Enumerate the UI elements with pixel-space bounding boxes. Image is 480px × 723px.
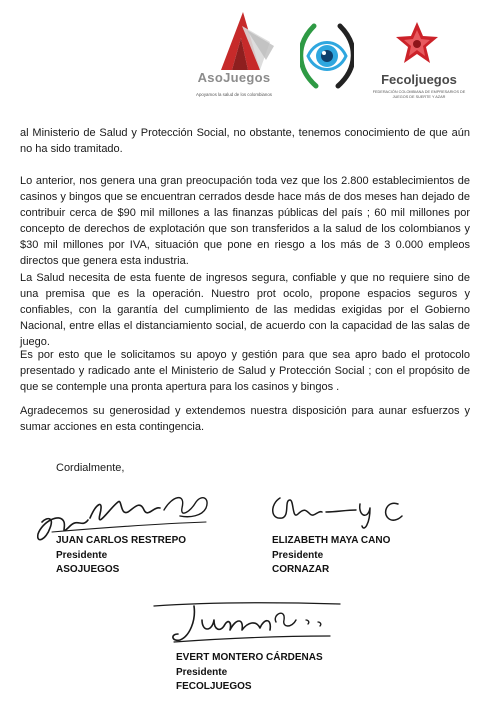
fecoljuegos-emblem [394, 20, 440, 71]
paragraph-request: Es por esto que le solicitamos su apoyo y gestión para que sea apro bado el protocolo presentado y radicado ante el Ministerio de Salud y Protección Social ; con el propósito de que se contemple una pronta apertura para los casinos y bingos . [20, 349, 470, 393]
star-burst-icon [394, 20, 440, 66]
signatory-organization: ASOJUEGOS [56, 564, 120, 575]
signatory-organization: CORNAZAR [272, 564, 330, 575]
signatory-name: EVERT MONTERO CÁRDENAS [176, 652, 323, 663]
asojuegos-logo [186, 8, 284, 104]
fecoljuegos-wordmark: Fecoljuegos [381, 72, 457, 87]
signatory-organization: FECOLJUEGOS [176, 681, 252, 692]
signatory-title: Presidente [56, 549, 108, 561]
asojuegos-emblem-icon [186, 8, 284, 72]
cornazar-eye-logo [300, 16, 354, 97]
asojuegos-wordmark: AsoJuegos [197, 70, 271, 85]
signatory-block-asojuegos [56, 534, 186, 578]
signature-elizabeth-maya-cano [264, 490, 414, 536]
signatory-title: Presidente [176, 666, 228, 678]
paragraph-concern: Lo anterior, nos genera una gran preocupación toda vez que los 2.800 establecimientos de casinos y bingos que se encuentran cerrados desde hace más de dos meses han dejado de contribuir cerca de $90 mil millones a las finanzas públicas del país ; 60 mil millones por concepto de derechos de explotación que son transferidos a la salud de los colombianos y $30 mil millones por IVA, situación que pone en riesgo a los más de 3 0.000 empleos directos que genera esta industria. [20, 175, 470, 267]
closing-salutation: Cordialmente, [56, 462, 125, 474]
eye-icon [300, 16, 354, 92]
signature-evert-montero-cardenas [150, 596, 350, 652]
asojuegos-tagline: Apoyamos la salud de los colombianos [196, 92, 272, 97]
signatory-name: JUAN CARLOS RESTREPO [56, 535, 187, 546]
signatory-title: Presidente [272, 549, 324, 561]
paragraph-health-funding: La Salud necesita de esta fuente de ingresos segura, confiable y que no requiere sino de una premisa que es la operación. Nuestro prot ocolo, propone espacios seguros y confiables, con la garantía del cumplimiento de las medidas exigidas por el Gobierno Nacional, entre ellas el distanciamiento social, de acuerdo con la capacidad de las salas de juego. [20, 272, 470, 348]
signatory-name: ELIZABETH MAYA CANO [272, 535, 391, 546]
fecoljuegos-tagline: FEDERACIÓN COLOMBIANA DE EMPRESARIOS DE JUEGOS DE SUERTE Y AZAR [372, 90, 466, 99]
signatory-block-fecoljuegos [176, 651, 323, 695]
signatory-block-cornazar [272, 534, 390, 578]
paragraph-continuation: al Ministerio de Salud y Protección Social, no obstante, tenemos conocimiento de que aún no ha sido tramitado. [20, 127, 470, 155]
paragraph-thanks: Agradecemos su generosidad y extendemos nuestra disposición para aunar esfuerzos y sumar acciones en esta contingencia. [20, 405, 470, 433]
